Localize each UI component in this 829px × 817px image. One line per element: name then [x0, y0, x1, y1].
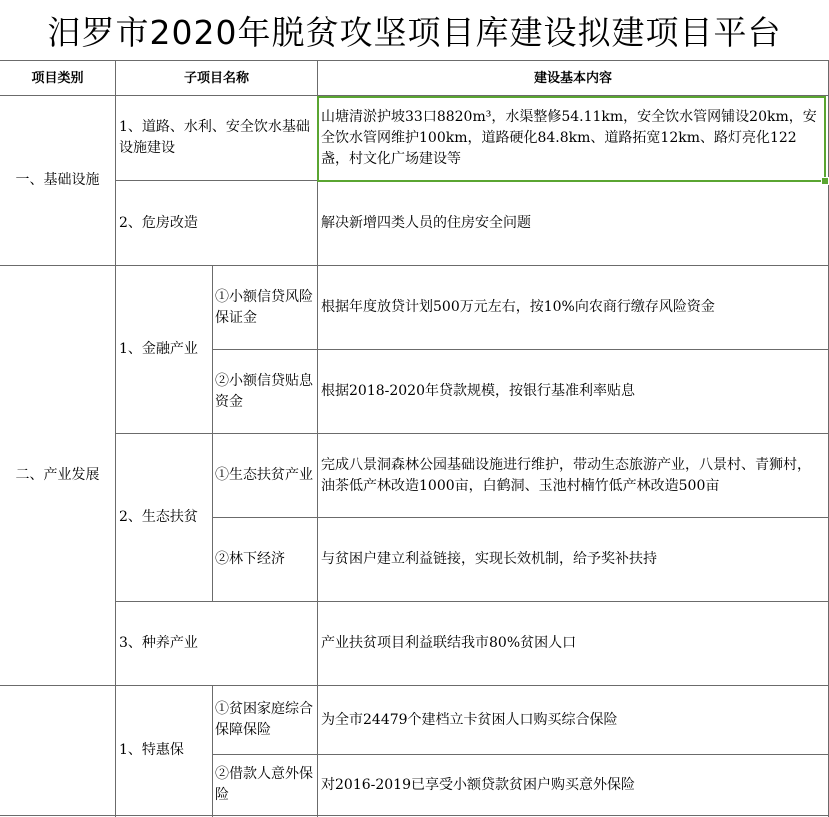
fill-handle[interactable] — [821, 177, 829, 185]
item-interest-subsidy[interactable]: ②小额信贷贴息资金 — [215, 372, 313, 410]
subproject-farming[interactable]: 3、种养产业 — [119, 635, 198, 651]
category-industry[interactable]: 二、产业发展 — [15, 467, 100, 483]
grid-line — [115, 60, 116, 817]
content-housing[interactable]: 解决新增四类人员的住房安全问题 — [321, 214, 531, 231]
content-comprehensive-insurance[interactable]: 为全市24479个建档立卡贫困人口购买综合保险 — [321, 711, 618, 728]
grid-line — [212, 685, 213, 817]
subproject-infrastructure[interactable]: 1、道路、水利、安全饮水基础设施建设 — [119, 119, 310, 156]
cell-selection-border — [317, 96, 826, 182]
subproject-finance[interactable]: 1、金融产业 — [119, 341, 198, 357]
header-content: 建设基本内容 — [533, 70, 612, 86]
content-interest-subsidy[interactable]: 根据2018-2020年贷款规模，按银行基准利率贴息 — [321, 383, 635, 399]
item-eco-industry[interactable]: ①生态扶贫产业 — [215, 467, 313, 483]
subproject-housing[interactable]: 2、危房改造 — [119, 214, 198, 231]
grid-line — [0, 815, 829, 816]
grid-line — [212, 265, 213, 601]
content-risk-fund[interactable]: 根据年度放贷计划500万元左右，按10%向农商行缴存风险资金 — [321, 299, 715, 315]
item-forest-economy[interactable]: ②林下经济 — [215, 551, 285, 567]
content-eco-industry[interactable]: 完成八景洞森林公园基础设施进行维护，带动生态旅游产业，八景村、青狮村，油茶低产林改造1000亩，白鹤洞、玉池村楠竹低产林改造500亩 — [321, 456, 811, 494]
subproject-insurance[interactable]: 1、特惠保 — [119, 742, 184, 758]
content-infrastructure[interactable]: 山塘清淤护坡33口8820m³，水渠整修54.11km，安全饮水管网铺设20km，安全饮水管网维护100km，道路硬化84.8km、道路拓宽12km、路灯亮化122盏，村文化广场建设等 — [321, 108, 817, 167]
category-infrastructure[interactable]: 一、基础设施 — [15, 172, 100, 188]
header-category: 项目类别 — [31, 70, 84, 86]
header-subproject: 子项目名称 — [183, 70, 249, 86]
subproject-ecology[interactable]: 2、生态扶贫 — [119, 509, 198, 525]
item-comprehensive-insurance[interactable]: ①贫困家庭综合保障保险 — [215, 701, 313, 738]
content-accident-insurance[interactable]: 对2016-2019已享受小额贷款贫困户购买意外保险 — [321, 776, 635, 793]
item-risk-fund[interactable]: ①小额信贷风险保证金 — [215, 288, 313, 326]
category-empty-cell[interactable] — [0, 686, 115, 815]
content-farming[interactable]: 产业扶贫项目利益联结我市80%贫困人口 — [321, 635, 577, 651]
content-forest-economy[interactable]: 与贫困户建立利益链接，实现长效机制，给予奖补扶持 — [321, 551, 657, 567]
page-title: 汨罗市2020年脱贫攻坚项目库建设拟建项目平台 — [0, 0, 829, 61]
item-accident-insurance[interactable]: ②借款人意外保险 — [215, 766, 313, 803]
